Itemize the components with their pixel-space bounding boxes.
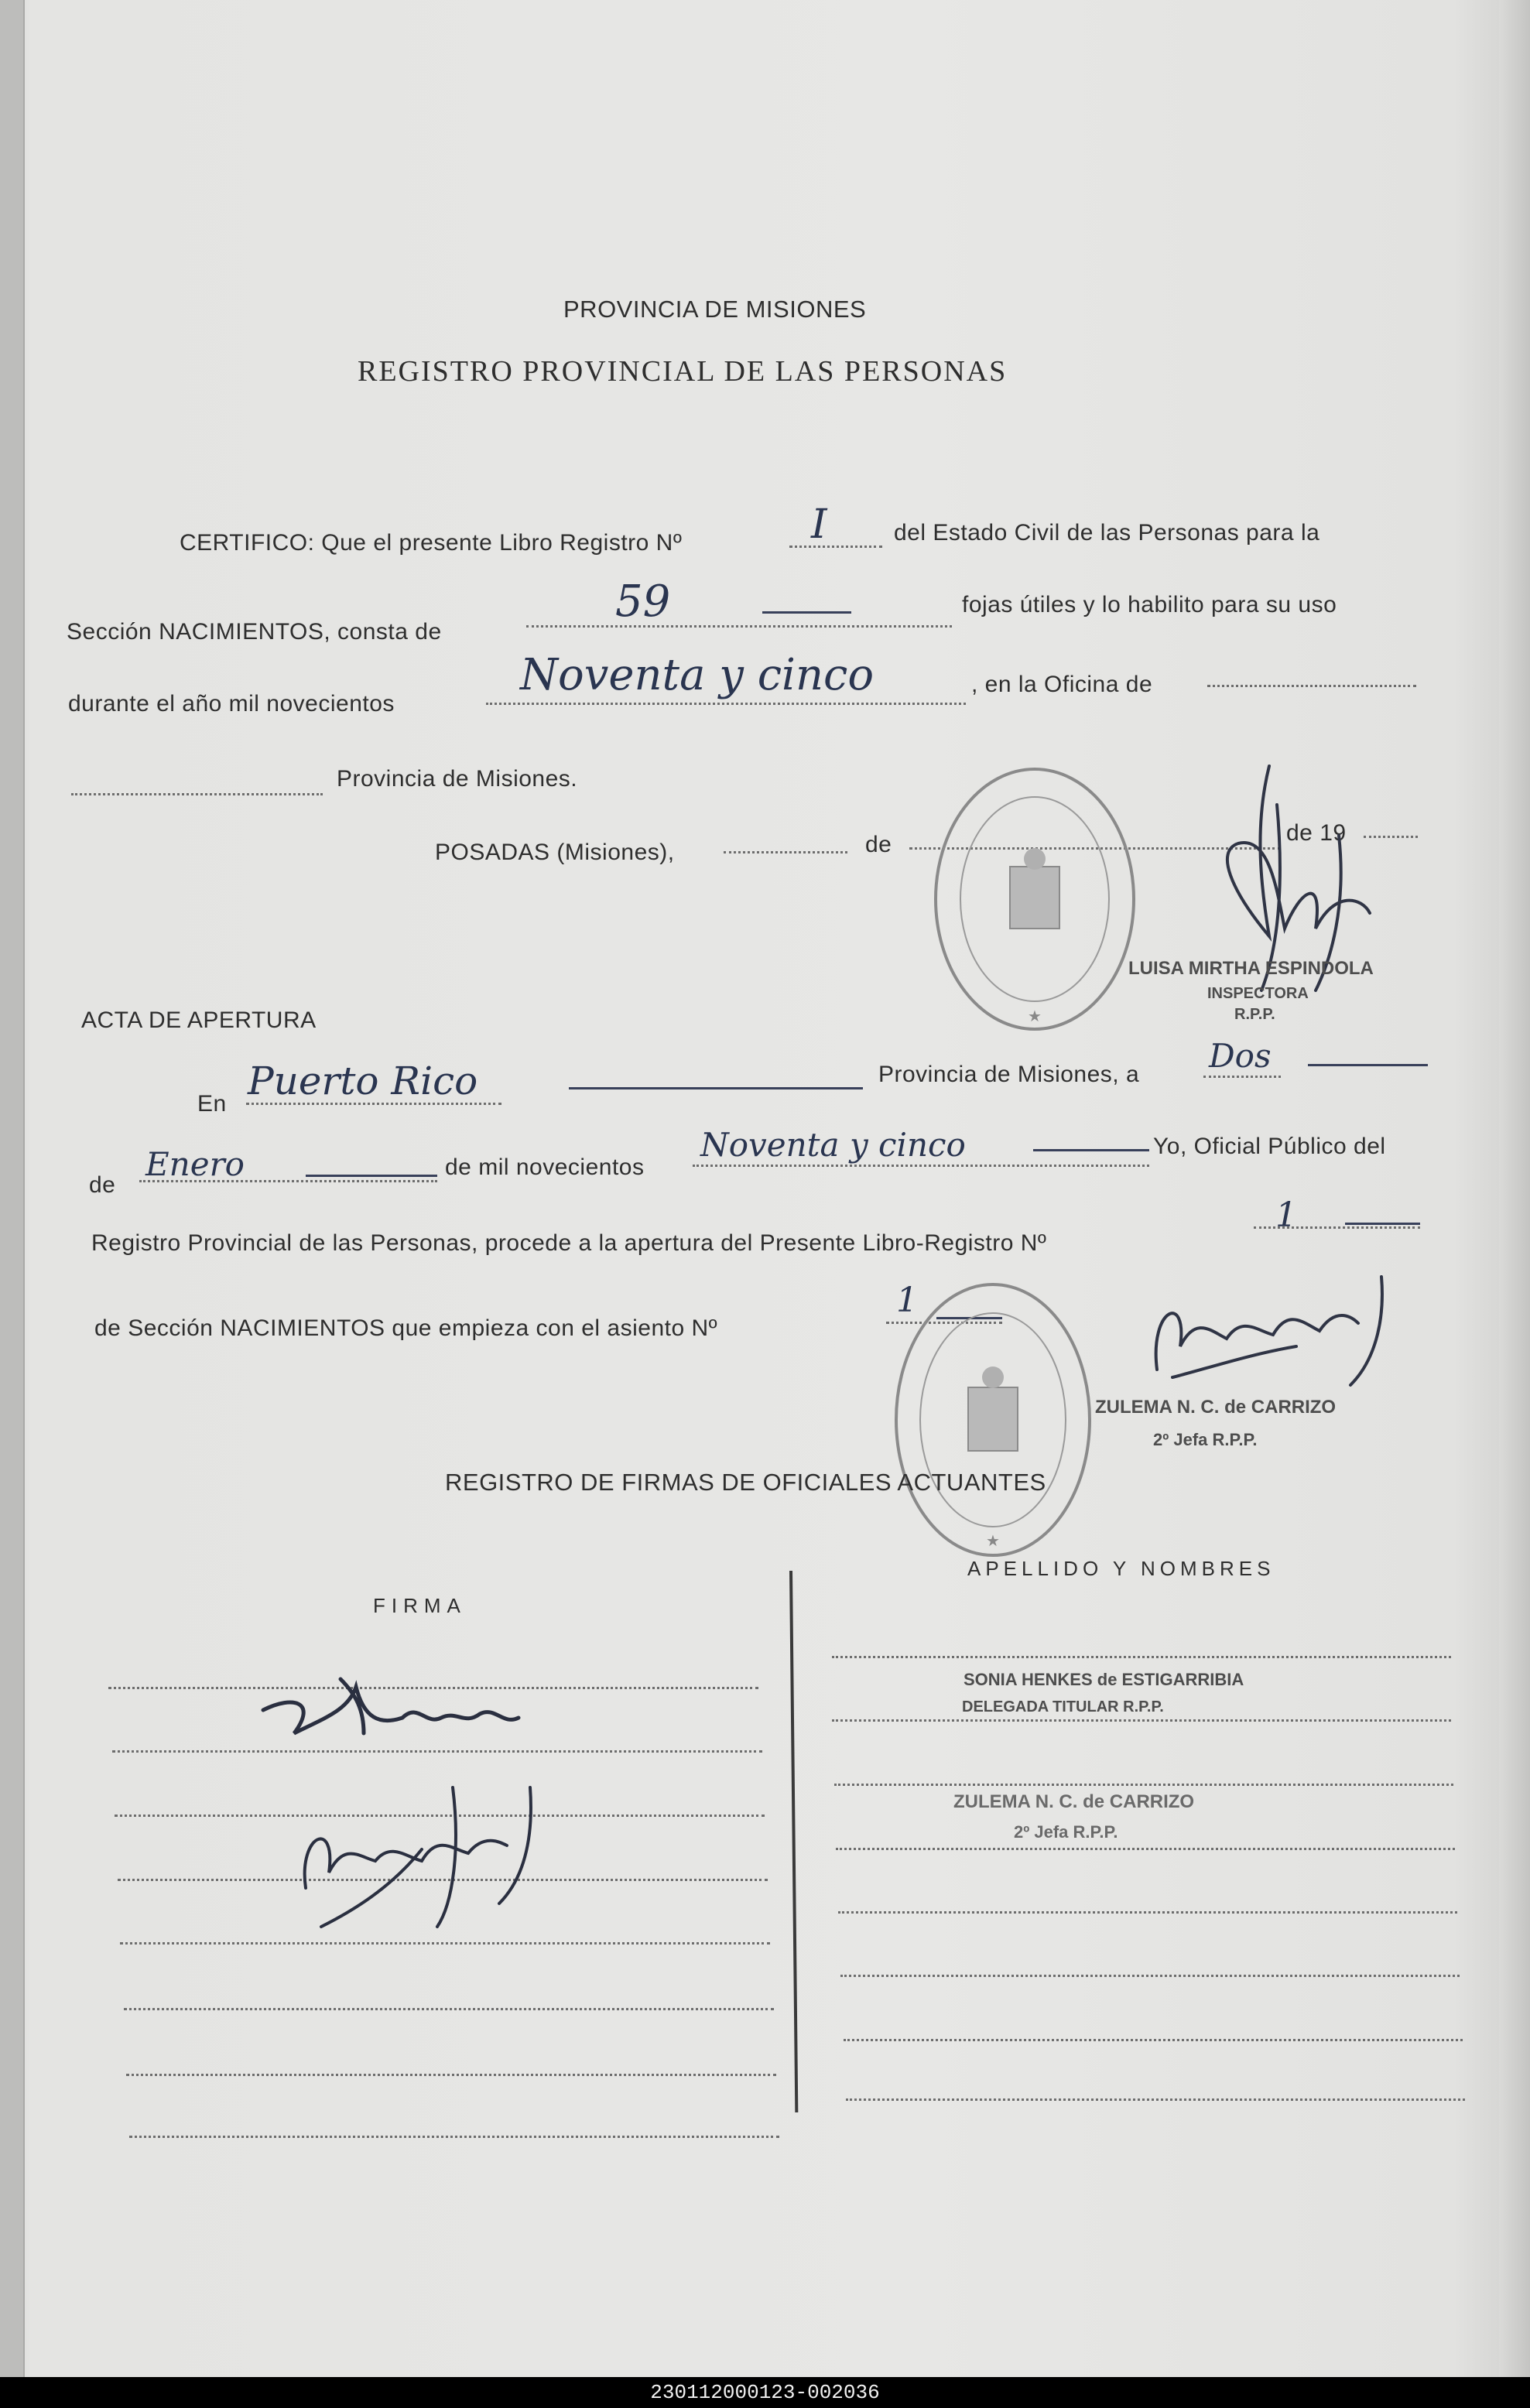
handwritten-year: Noventa y cinco [520, 650, 875, 700]
name-line [834, 1784, 1453, 1786]
inspector-stamp-org: R.P.P. [1234, 1006, 1275, 1023]
inspector-stamp-role: INSPECTORA [1207, 985, 1309, 1002]
signature-line [126, 2074, 776, 2076]
name-line [846, 2098, 1465, 2101]
carrizo2-stamp-name: ZULEMA N. C. de CARRIZO [953, 1791, 1195, 1812]
name-line [840, 1975, 1460, 1977]
acta-title: ACTA DE APERTURA [81, 1007, 317, 1033]
acta-en-label: En [197, 1091, 227, 1117]
henkes-stamp-name: SONIA HENKES de ESTIGARRIBIA [964, 1670, 1244, 1689]
handwritten-folios: 59 [615, 576, 671, 627]
carrizo-signature-register [275, 1772, 584, 1950]
posadas-label: POSADAS (Misiones), [435, 840, 675, 865]
certifico-text-6: , en la Oficina de [971, 672, 1153, 697]
name-line [832, 1656, 1451, 1658]
handwritten-day: Dos [1209, 1037, 1272, 1075]
inspector-stamp-name: LUISA MIRTHA ESPINDOLA [1128, 958, 1374, 979]
fill-line [724, 851, 847, 853]
acta-provincia-text: Provincia de Misiones, a [878, 1062, 1140, 1087]
certifico-text-4: fojas útiles y lo habilito para su uso [962, 592, 1337, 617]
handwritten-dash [1308, 1064, 1428, 1066]
fill-line [1203, 1076, 1281, 1078]
signature-line [129, 2136, 779, 2138]
footer-id-bar: 230112000123-002036 [0, 2377, 1530, 2408]
signature-line [124, 2008, 774, 2010]
name-line [838, 1911, 1457, 1914]
henkes-stamp-role: DELEGADA TITULAR R.P.P. [962, 1698, 1164, 1715]
official-seal-stamp [929, 762, 1142, 1037]
carrizo-stamp-role: 2º Jefa R.P.P. [1153, 1430, 1258, 1449]
officials-title: REGISTRO DE FIRMAS DE OFICIALES ACTUANTES [445, 1469, 1046, 1496]
acta-mil-text: de mil novecientos [445, 1154, 645, 1180]
handwritten-location: Puerto Rico [248, 1059, 478, 1103]
handwritten-book-number: I [811, 501, 827, 548]
binding-edge [0, 0, 25, 2377]
carrizo2-stamp-role: 2º Jefa R.P.P. [1014, 1822, 1118, 1842]
svg-text:★: ★ [986, 1533, 1000, 1550]
henkes-signature [248, 1664, 557, 1772]
date-de-label: de [865, 832, 892, 857]
handwritten-book-no: 1 [1275, 1195, 1297, 1235]
fill-line [526, 625, 952, 628]
province-header: PROVINCIA DE MISIONES [563, 296, 867, 323]
fill-line [486, 703, 966, 705]
acta-line-3: de Sección NACIMIENTOS que empieza con el asiento Nº [94, 1315, 718, 1341]
handwritten-dash [306, 1175, 437, 1177]
certifico-text-3: Sección NACIMIENTOS, consta de [67, 619, 442, 645]
certifico-text-2: del Estado Civil de las Personas para la [894, 520, 1320, 546]
page-edge [1499, 0, 1530, 2377]
handwritten-dash [1033, 1149, 1149, 1151]
apellido-column-header: APELLIDO Y NOMBRES [967, 1557, 1275, 1580]
fill-line [693, 1165, 1149, 1167]
acta-de-label: de [89, 1172, 116, 1198]
handwritten-month: Enero [145, 1145, 245, 1183]
svg-text:★: ★ [1028, 1008, 1042, 1025]
acta-yo-text: Yo, Oficial Público del [1153, 1134, 1386, 1159]
fill-line [1207, 685, 1416, 687]
handwritten-dash [762, 611, 851, 614]
handwritten-dash [569, 1087, 863, 1089]
fill-line [789, 546, 882, 548]
official-seal-stamp [888, 1277, 1097, 1563]
certifico-text-5: durante el año mil novecientos [68, 691, 395, 717]
handwritten-year-acta: Noventa y cinco [700, 1126, 966, 1164]
handwritten-dash [1345, 1223, 1420, 1225]
name-line [832, 1719, 1451, 1722]
name-line [844, 2039, 1463, 2041]
firma-column-header: FIRMA [373, 1594, 467, 1617]
certifico-text-1: CERTIFICO: Que el presente Libro Registro Nº [180, 530, 683, 556]
date-de-19-label: de 19 [1286, 820, 1347, 846]
handwritten-asiento: 1 [896, 1281, 918, 1320]
name-line [836, 1848, 1455, 1850]
registry-title: REGISTRO PROVINCIAL DE LAS PERSONAS [358, 355, 1008, 388]
certifico-text-7: Provincia de Misiones. [337, 766, 578, 792]
fill-line [71, 793, 323, 795]
acta-line-2: Registro Provincial de las Personas, procede a la apertura del Presente Libro-Registro Nº [91, 1230, 1047, 1256]
column-divider [789, 1571, 798, 2112]
carrizo-stamp-name: ZULEMA N. C. de CARRIZO [1095, 1397, 1337, 1418]
carrizo-signature [1126, 1261, 1405, 1416]
